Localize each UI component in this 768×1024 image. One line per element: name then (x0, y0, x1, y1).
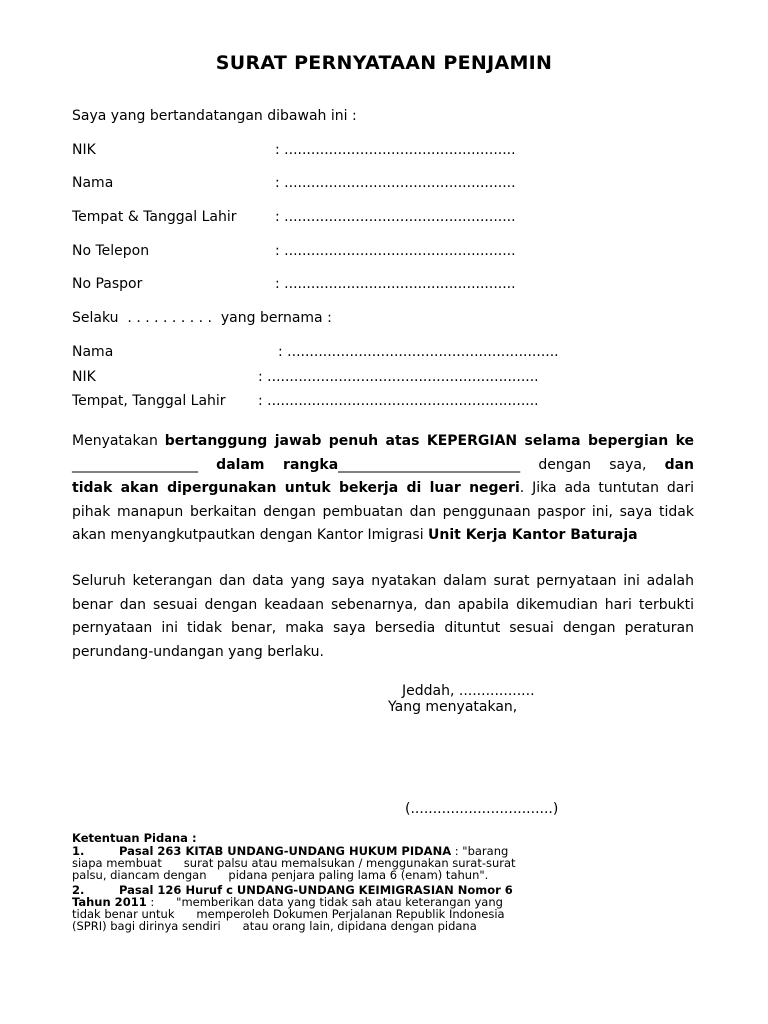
office-name: Unit Kerja Kantor Baturaja (428, 527, 638, 543)
intro-text: Saya yang bertandatangan dibawah ini : (72, 108, 357, 124)
guarantor-name-value: : .................................................... (275, 175, 516, 191)
guarantor-name-label: Nama (72, 175, 114, 191)
person-birth-label: Tempat, Tanggal Lahir (72, 393, 226, 409)
person-name-value: : ............................................................. (278, 344, 559, 360)
penalty-item-number: 2. (72, 883, 85, 897)
signature-place-date: Jeddah, ................. (402, 683, 535, 699)
person-birth-value: : ............................................................. (258, 393, 539, 409)
signature-declarant: Yang menyatakan, (388, 699, 518, 715)
penalty-item-1-text: : "barang (451, 844, 509, 858)
penalty-item-2-line-3: tidak benar untuk memperoleh Dokumen Perjalanan Republik Indonesia (72, 907, 505, 921)
penalty-heading: Ketentuan Pidana : (72, 831, 197, 845)
person-nik-value: : ............................................................. (258, 369, 539, 385)
guarantor-phone-label: No Telepon (72, 243, 150, 259)
penalty-item-2-title: Pasal 126 Huruf c UNDANG-UNDANG KEIMIGRASIAN Nomor 6 (119, 883, 513, 897)
document-title: SURAT PERNYATAAN PENJAMIN (215, 52, 553, 74)
penalty-item-2-line-4: (SPRI) bagi dirinya sendiri atau orang lain, dipidana dengan pidana (72, 919, 477, 933)
penalty-item-1-line-2: siapa membuat surat palsu atau memalsukan / menggunakan surat-surat (72, 856, 516, 870)
statement-line-1 (72, 430, 694, 454)
guarantor-nik-label: NIK (72, 142, 96, 158)
declaration-paragraph: Seluruh keterangan dan data yang saya nyatakan dalam surat pernyataan ini adalah benar dan sesuai dengan keadaan sebenarnya, dan apabila dikemudian hari terbukti pernyataan ini tidak benar, maka saya bersedia dituntut sesuai dengan peraturan perundang-undangan yang berlaku. (72, 573, 694, 660)
statement-bold-text: bertanggung jawab penuh atas KEPERGIAN selama bepergian ke (164, 433, 694, 449)
statement-line-2 (72, 454, 694, 478)
guarantor-birth-value: : .................................................... (275, 209, 516, 225)
statement-bold-text: tidak akan dipergunakan untuk bekerja di luar negeri (72, 480, 520, 496)
statement-text: dengan saya, (538, 456, 647, 473)
signature-name-line: (................................) (405, 801, 559, 817)
statement-bold-text: dan (664, 456, 695, 473)
penalty-item-2-text: : "memberikan data yang tidak sah atau keterangan yang (146, 895, 503, 909)
relation-line: Selaku . . . . . . . . . . yang bernama : (72, 310, 332, 326)
penalty-item-number: 1. (72, 844, 85, 858)
statement-bold-text: dalam rangka (216, 456, 339, 473)
person-name-label: Nama (72, 344, 114, 360)
guarantor-birth-label: Tempat & Tanggal Lahir (72, 209, 237, 225)
penalty-item-2-title-cont: Tahun 2011 (72, 895, 147, 909)
penalty-item-1-title: Pasal 263 KITAB UNDANG-UNDANG HUKUM PIDANA (119, 844, 452, 858)
statement-text: . Jika ada tuntutan dari pihak manapun berkaitan dengan pembuatan dan penggunaan paspor ini, saya tidak akan menyangkutpautkan dengan Kantor Imigrasi (72, 480, 694, 543)
statement-text: Menyatakan (72, 433, 165, 449)
guarantor-passport-value: : .................................................... (275, 276, 516, 292)
guarantor-nik-value: : .................................................... (275, 142, 516, 158)
destination-blank: __________________ (72, 456, 198, 473)
statement-paragraph (72, 430, 694, 548)
purpose-blank: __________________________ (338, 456, 521, 473)
guarantor-passport-label: No Paspor (72, 276, 143, 292)
penalty-item-1-line-3: palsu, diancam dengan pidana penjara paling lama 6 (enam) tahun". (72, 868, 489, 882)
guarantor-phone-value: : .................................................... (275, 243, 516, 259)
person-nik-label: NIK (72, 369, 96, 385)
